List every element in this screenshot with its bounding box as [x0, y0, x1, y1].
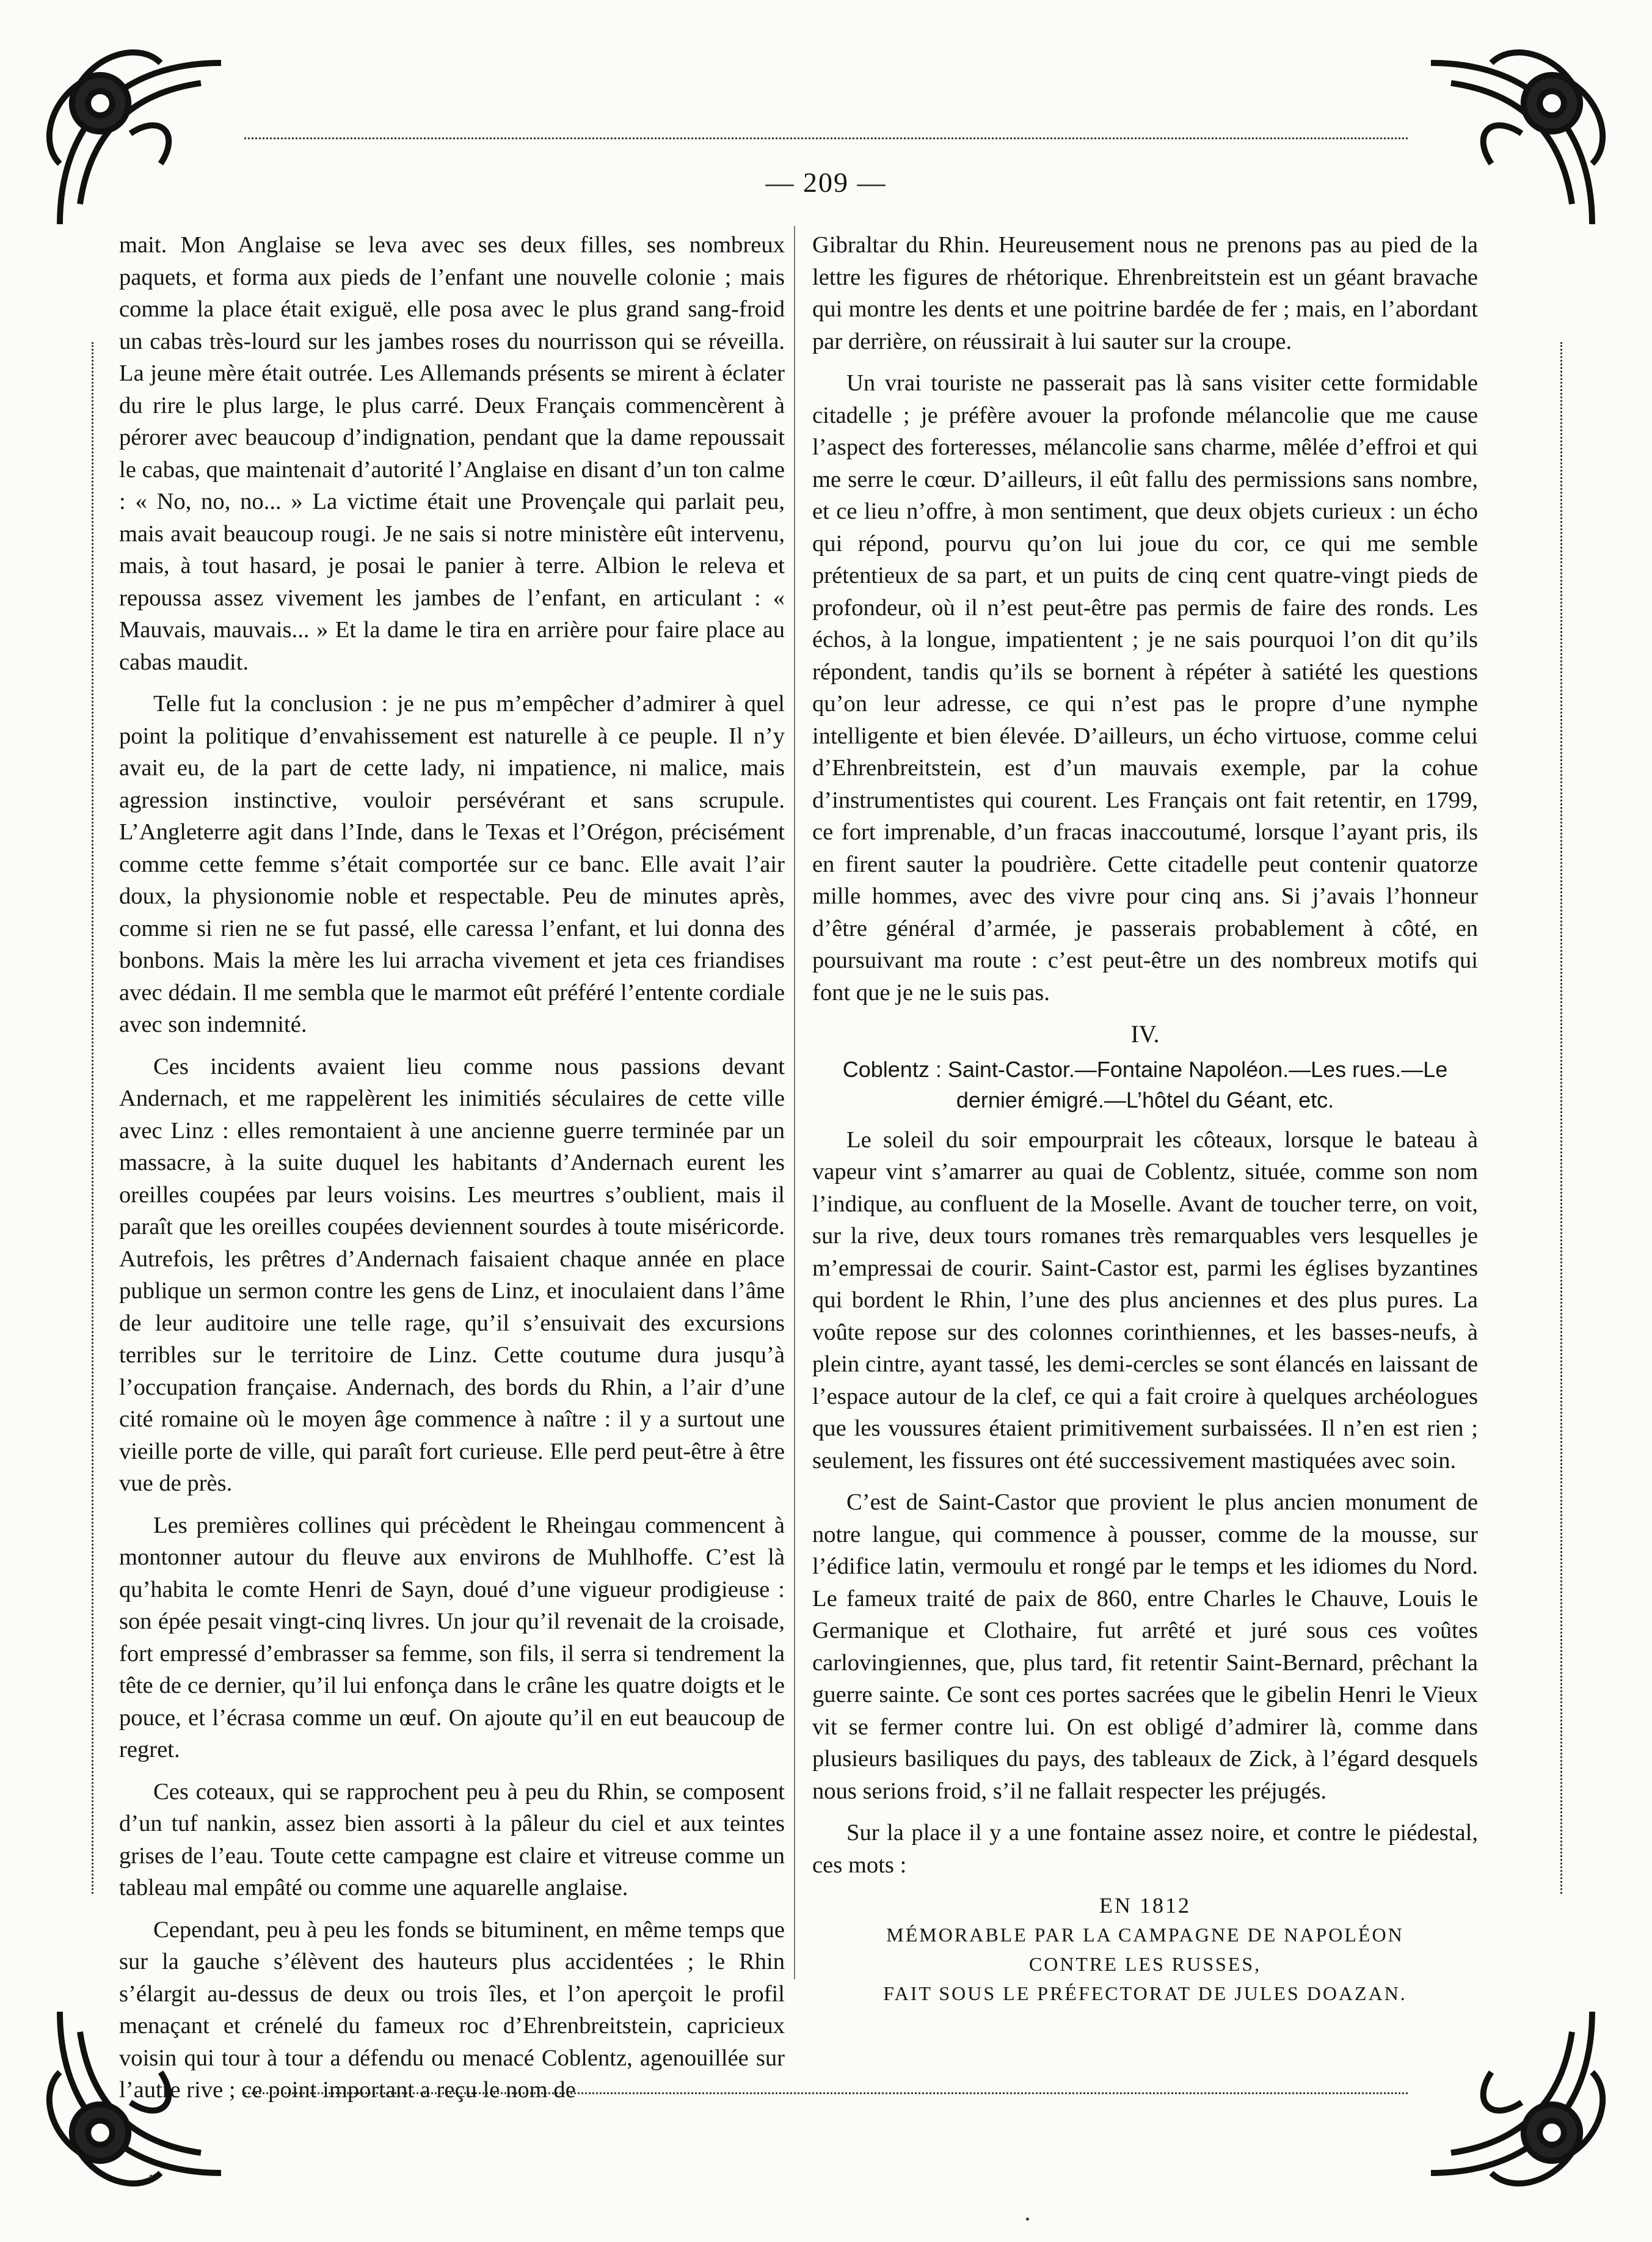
- paragraph: Ces coteaux, qui se rapprochent peu à peu du Rhin, se composent d’un tuf nankin, assez bien assorti à la pâleur du ciel et aux teintes grises de l’eau. Toute cette campagne est claire et vitreuse comme un tableau mal empâté ou comme une aquarelle anglaise.: [119, 1778, 785, 1901]
- paragraph: Ces incidents avaient lieu comme nous passions devant Andernach, et me rappelèrent les inimitiés séculaires de cette ville avec Linz : elles remontaient à une ancienne guerre terminée par un massacre, à la suite duquel les habitants d’Andernach eurent les oreilles coupées par leurs voisins. Les meurtres s’oublient, mais il paraît que les oreilles coupées deviennent sourdes à toute miséricorde. Autrefois, les prêtres d’Andernach faisaient chaque année en place publique un sermon contre les gens de Linz, et inoculaient dans l’âme de leur auditoire une telle rage, qu’il s’ensuivait des excursions terribles sur le territoire de Linz. Cette coutume dura jusqu’à l’occupation française. Andernach, des bords du Rhin, a l’air d’une cité romaine où le moyen âge commence à naître : il y a surtout une vieille porte de ville, qui paraît fort curieuse. Elle perd peut-être à être vue de près.: [119, 1053, 785, 1496]
- left-border-line: [92, 342, 93, 1894]
- inscription-line: CONTRE LES RUSSES,: [1028, 1953, 1262, 1975]
- paragraph: Cependant, peu à peu les fonds se bituminent, en même temps que sur la gauche s’élèvent des hauteurs plus accidentées ; le Rhin s’élargit au-dessus de deux ou trois îles, et l’on aperçoit le profil menaçant et crénelé du fameux roc d’Ehrenbreitstein, capricieux voisin qui tour à tour a défendu ou menacé Coblentz, agenouillée sur l’autre rive ; ce point important a reçu le nom de: [119, 1916, 785, 2103]
- paragraph: Telle fut la conclusion : je ne pus m’empêcher d’admirer à quel point la politique d’envahissement est naturelle à ce peuple. Il n’y avait eu, de la part de cette lady, ni impatience, ni malice, mais agression instinctive, vouloir persévérant et sans scrupule. L’Angleterre agit dans l’Inde, dans le Texas et l’Orégon, précisément comme cette femme s’était comportée sur ce banc. Elle avait l’air doux, la physionomie noble et respectable. Peu de minutes après, comme si rien ne se fut passé, elle caressa l’enfant, et lui donna des bonbons. Mais la mère les lui arracha vivement et jeta ces friandises avec dédain. Il me sembla que le marmot eût préféré l’entente cordiale avec son indemnité.: [119, 691, 785, 1037]
- print-speck: [1026, 2218, 1029, 2221]
- page-number: — 209 —: [765, 167, 887, 198]
- corner-ornament-top-right-icon: [1411, 43, 1612, 244]
- paragraph: Un vrai touriste ne passerait pas là sans visiter cette formidable citadelle ; je préfère avouer la profonde mélancolie que me cause l’aspect des forteresses, mélancolie sans charme, mêlée d’effroi et qui me serre le cœur. D’ailleurs, il eût fallu des permissions sans nombre, et ce lieu n’offre, à mon sentiment, que deux objets curieux : un écho qui répond, pourvu qu’on lui joue du cor, ce qui me semble prétentieux de sa part, et un puits de cinq cent quatre-vingt pieds de profondeur, où il n’est peut-être pas permis de faire des ronds. Les échos, à la longue, impatientent ; je ne sais pourquoi l’on dit qu’ils répondent, tandis qu’ils se bornent à répéter à satiété les questions qu’on leur adresse, ce qui n’est pas le propre d’une nymphe intelligente et bien élevée. D’ailleurs, un écho virtuose, comme celui d’Ehrenbreitstein, est d’un mauvais exemple, par la cohue d’instrumentistes qui courent. Les Français ont fait retentir, en 1799, ce fort imprenable, d’un fracas inaccoutumé, lorsque l’ayant pris, ils en firent sauter la poudrière. Cette citadelle peut contenir quatorze mille hommes, avec des vivre pour cinq ans. Si j’avais l’honneur d’être général d’armée, je passerais probablement à côté, en poursuivant ma route : c’est peut-être un des nombreux motifs qui font que je ne le suis pas.: [812, 370, 1478, 1006]
- paragraph: mait. Mon Anglaise se leva avec ses deux filles, ses nombreux paquets, et forma aux pieds de l’enfant une nouvelle colonie ; mais comme la place était exiguë, elle posa avec le plus grand sang-froid un cabas très-lourd sur les jambes roses du nourrisson qui se réveilla. La jeune mère était outrée. Les Allemands présents se mirent à éclater du rire le plus large, le plus carré. Deux Français commencèrent à pérorer avec beaucoup d’indignation, pendant que la dame repoussait le cabas, que maintenait d’autorité l’Anglaise en disant d’un ton calme : « No, no, no... » La victime était une Provençale qui parlait peu, mais avait beaucoup rougi. Je ne sais si notre ministère eût intervenu, mais, à tout hasard, je posai le panier à terre. Albion le releva et repoussa assez vivement les jambes de l’enfant, en articulant : « Mauvais, mauvais... » Et la dame le tira en arrière pour faire place au cabas maudit.: [119, 232, 785, 675]
- inscription: [812, 1891, 1478, 2008]
- inscription-line: MÉMORABLE PAR LA CAMPAGNE DE NAPOLÉON: [886, 1924, 1404, 1946]
- column-divider: [794, 226, 795, 1979]
- inscription-line: EN 1812: [1099, 1893, 1191, 1918]
- left-column: [119, 229, 785, 2116]
- right-border-line: [1560, 342, 1562, 1894]
- paragraph: C’est de Saint-Castor que provient le plus ancien monument de notre langue, qui commence à pousser, comme de la mousse, sur l’édifice latin, vermoulu et rongé par le temps et les idiomes du Nord. Le fameux traité de paix de 860, entre Charles le Chauve, Louis le Germanique et Clothaire, fut arrêté et juré sous ces voûtes carlovingiennes, que, plus tard, fit retentir Saint-Bernard, prêchant la guerre sainte. Ce sont ces portes sacrées que le gibelin Henri le Vieux vit se fermer contre lui. On est obligé d’admirer là, comme dans plusieurs basiliques du pays, des tableaux de Zick, à l’égard desquels nous serions froid, s’il ne fallait respecter les préjugés.: [812, 1489, 1478, 1804]
- corner-ornament-bottom-right-icon: [1411, 1992, 1612, 2193]
- paragraph: Gibraltar du Rhin. Heureusement nous ne prenons pas au pied de la lettre les figures de rhétorique. Ehrenbreitstein est un géant bravache qui montre les dents et une poitrine bardée de fer ; mais, en l’abordant par derrière, on réussirait à lui sauter sur la croupe.: [812, 232, 1478, 354]
- paragraph: Le soleil du soir empourprait les côteaux, lorsque le bateau à vapeur vint s’amarrer au quai de Coblentz, située, comme son nom l’indique, au confluent de la Moselle. Avant de toucher terre, on voit, sur la rive, deux tours romanes très remarquables vers lesquelles je m’empressai de courir. Saint-Castor est, parmi les églises byzantines qui bordent le Rhin, l’une des plus anciennes et des plus pures. La voûte repose sur des colonnes corinthiennes, et les basses-neufs, à plein cintre, ayant tassé, les demi-cercles se sont élancés en laissant de l’espace autour de la clef, ce qui a fait croire à quelques archéologues que les voussures étaient primitivement surbaissées. Il n’en est rien ; seulement, les fissures ont été successivement mastiquées avec soin.: [812, 1126, 1478, 1473]
- section-heading: Coblentz : Saint-Castor.—Fontaine Napoléon.—Les rues.—Le dernier émigré.—L’hôtel du Géant, etc.: [842, 1056, 1448, 1112]
- paragraph: Sur la place il y a une fontaine assez noire, et contre le piédestal, ces mots :: [812, 1820, 1478, 1878]
- inscription-line: FAIT SOUS LE PRÉFECTORAT DE JULES DOAZAN.: [883, 1982, 1407, 2004]
- print-speck: [150, 2175, 153, 2178]
- section-number: IV.: [1130, 1020, 1160, 1048]
- corner-ornament-top-left-icon: [40, 43, 241, 244]
- top-border-line: [244, 137, 1408, 139]
- paragraph: Les premières collines qui précèdent le Rheingau commencent à montonner autour du fleuve aux environs de Muhlhoffe. C’est là qu’habita le comte Henri de Sayn, doué d’une vigueur prodigieuse : son épée pesait vingt-cinq livres. Un jour qu’il revenait de la croisade, fort empressé d’embrasser sa femme, son fils, il serra si tendrement la tête de ce dernier, qu’il lui enfonça dans le crâne les quatre doigts et le pouce, et l’écrasa comme un œuf. On ajoute qu’il en eut beaucoup de regret.: [119, 1512, 785, 1762]
- right-column: [812, 229, 1478, 2008]
